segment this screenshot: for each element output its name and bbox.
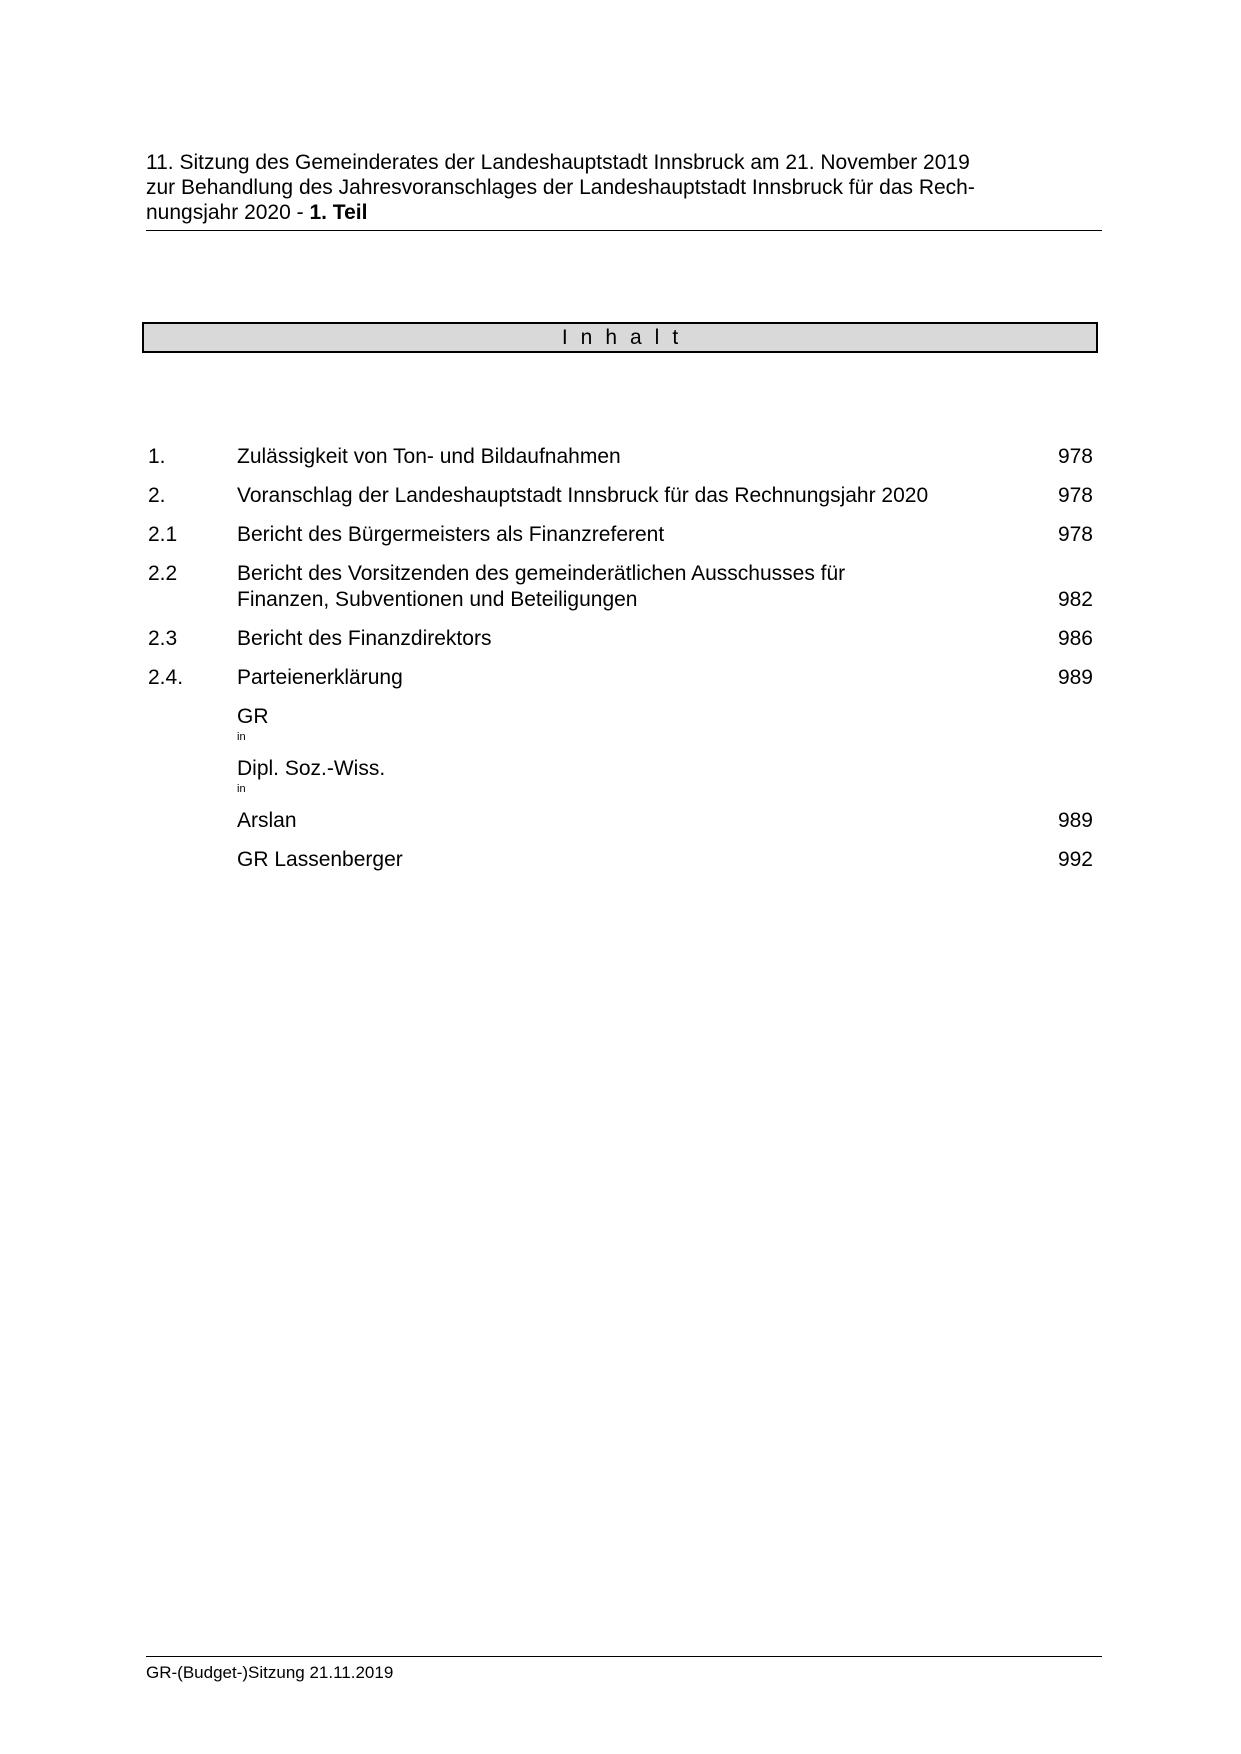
- header-divider: [146, 230, 1102, 231]
- toc-entry-page: 978: [1057, 484, 1093, 507]
- toc-entry-title-line: Bericht des Vorsitzenden des gemeinderätlichen Ausschusses für: [237, 562, 846, 585]
- inhalt-heading: Inhalt: [561, 326, 692, 349]
- toc-entry-number: 2.: [148, 484, 166, 507]
- toc-entry-title: [237, 483, 1033, 509]
- header-line-2: zur Behandlung des Jahresvoranschlages der Landeshauptstadt Innsbruck für das Rech-: [146, 176, 975, 199]
- toc-entry-title-line: GR Lassenberger: [237, 848, 403, 871]
- toc-entry-number: 2.1: [148, 523, 178, 546]
- inhalt-heading-box: [142, 322, 1098, 353]
- toc-entry-page: 992: [1057, 848, 1093, 871]
- header-line-3: [146, 200, 1102, 225]
- toc-entry-page: 978: [1057, 523, 1093, 546]
- toc-entry-title-line: Bericht des Bürgermeisters als Finanzreferent: [237, 523, 665, 546]
- toc-entry-title-line: [237, 704, 1033, 834]
- superscript-in: in: [237, 783, 246, 795]
- toc-entry-2-1[interactable]: [148, 522, 1098, 548]
- header-part-label: 1. Teil: [309, 201, 368, 224]
- toc-entry-2-3[interactable]: [148, 626, 1098, 652]
- document-header: [146, 150, 1102, 225]
- toc-entry-number: 2.2: [148, 562, 178, 585]
- toc-entry-title-line: Bericht des Finanzdirektors: [237, 627, 492, 650]
- toc-entry-page: 989: [1057, 809, 1093, 832]
- toc-entry-title: [237, 847, 1033, 873]
- toc-entry-title-line: Voranschlag der Landeshauptstadt Innsbruck für das Rechnungsjahr 2020: [237, 484, 929, 507]
- table-of-contents: [148, 444, 1098, 886]
- toc-entry-2-4[interactable]: [148, 665, 1098, 691]
- footer-divider: [146, 1656, 1102, 1657]
- header-line-3-text: nungsjahr 2020 -: [146, 201, 310, 224]
- toc-entry-page: 982: [1057, 588, 1093, 611]
- toc-entry-lassenberger[interactable]: [148, 847, 1098, 873]
- toc-entry-page: 978: [1057, 445, 1093, 468]
- toc-entry-number: 2.3: [148, 627, 178, 650]
- title-part: Dipl. Soz.-Wiss.: [237, 757, 386, 780]
- toc-entry-title-line: Zulässigkeit von Ton- und Bildaufnahmen: [237, 445, 621, 468]
- toc-entry-number: 2.4.: [148, 666, 184, 689]
- toc-entry-title: [237, 444, 1033, 470]
- toc-entry-2[interactable]: [148, 483, 1098, 509]
- toc-entry-title-line: Parteienerklärung: [237, 666, 403, 689]
- toc-entry-page: 989: [1057, 666, 1093, 689]
- toc-entry-title: [237, 522, 1033, 548]
- toc-entry-arslan[interactable]: [148, 704, 1098, 834]
- toc-entry-1[interactable]: [148, 444, 1098, 470]
- toc-entry-number: 1.: [148, 445, 166, 468]
- header-line-1: 11. Sitzung des Gemeinderates der Landeshauptstadt Innsbruck am 21. November 2019: [146, 151, 970, 174]
- title-part: GR: [237, 705, 269, 728]
- page-footer: GR-(Budget-)Sitzung 21.11.2019: [146, 1663, 394, 1682]
- toc-entry-title: [237, 704, 1033, 834]
- toc-entry-title: [237, 561, 1033, 613]
- superscript-in: in: [237, 731, 246, 743]
- toc-entry-page: 986: [1057, 627, 1093, 650]
- toc-entry-2-2[interactable]: [148, 561, 1098, 613]
- toc-entry-title: [237, 665, 1033, 691]
- title-part: Arslan: [237, 809, 297, 832]
- toc-entry-title: [237, 626, 1033, 652]
- toc-entry-title-line: Finanzen, Subventionen und Beteiligungen: [237, 588, 638, 611]
